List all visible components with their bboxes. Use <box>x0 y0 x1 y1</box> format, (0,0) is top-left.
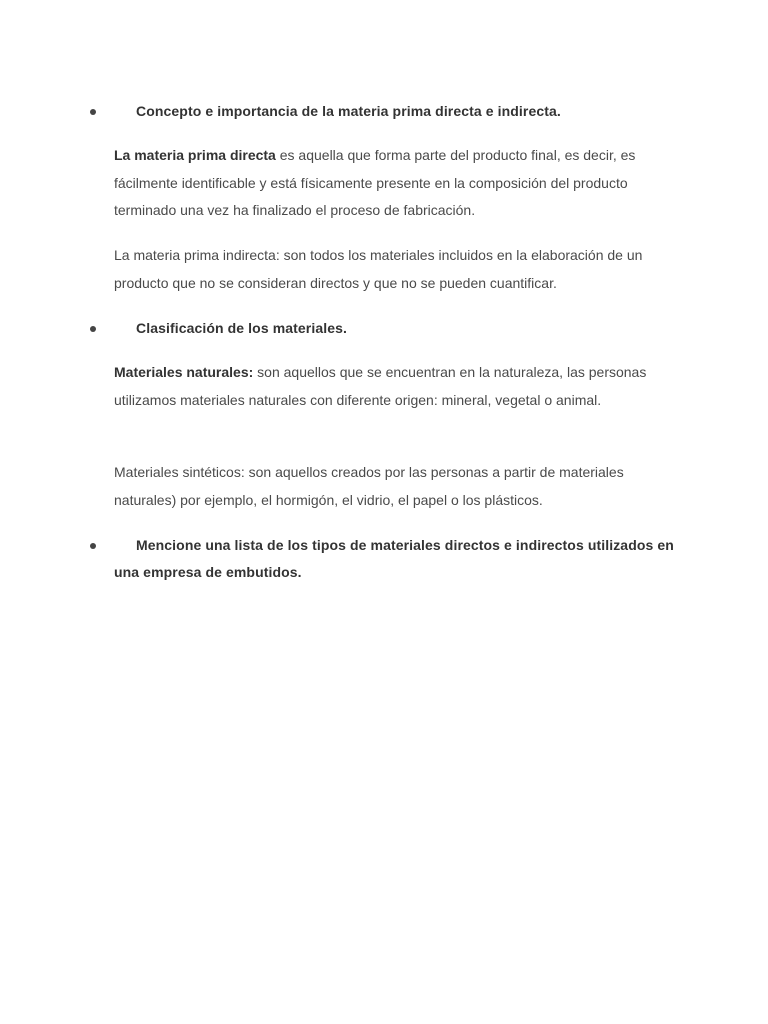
section-heading: Mencione una lista de los tipos de materiales directos e indirectos utilizados en una empresa de embutidos. <box>114 537 674 580</box>
bullet-dot <box>90 326 96 332</box>
paragraph-text: La materia prima indirecta: son todos los materiales incluidos en la elaboración de un producto que no se consideran directos y que no se pueden cuantificar. <box>114 247 643 291</box>
bold-term: La materia prima directa <box>114 147 276 163</box>
section-heading: Clasificación de los materiales. <box>136 320 347 336</box>
paragraph-materiales-naturales <box>114 359 684 414</box>
bullet-dot <box>90 109 96 115</box>
paragraph-text: son aquellos que se encuentran en la naturaleza, las personas utilizamos materiales naturales con diferente origen: mineral, vegetal o animal. <box>114 364 647 408</box>
bullet-dot <box>90 543 96 549</box>
paragraph-materia-prima-indirecta <box>114 242 684 297</box>
paragraph-text: Materiales sintéticos: son aquellos creados por las personas a partir de materiales naturales) por ejemplo, el hormigón, el vidrio, el papel o los plásticos. <box>114 464 624 508</box>
section-heading: Concepto e importancia de la materia prima directa e indirecta. <box>136 103 561 119</box>
bold-term: Materiales naturales: <box>114 364 254 380</box>
paragraph-materiales-sinteticos <box>114 459 684 514</box>
paragraph-text: es aquella que forma parte del producto final, es decir, es fácilmente identificable y está físicamente presente en la composición del producto terminado una vez ha finalizado el proceso de fabricación. <box>114 147 636 218</box>
paragraph-materia-prima-directa <box>114 142 684 225</box>
